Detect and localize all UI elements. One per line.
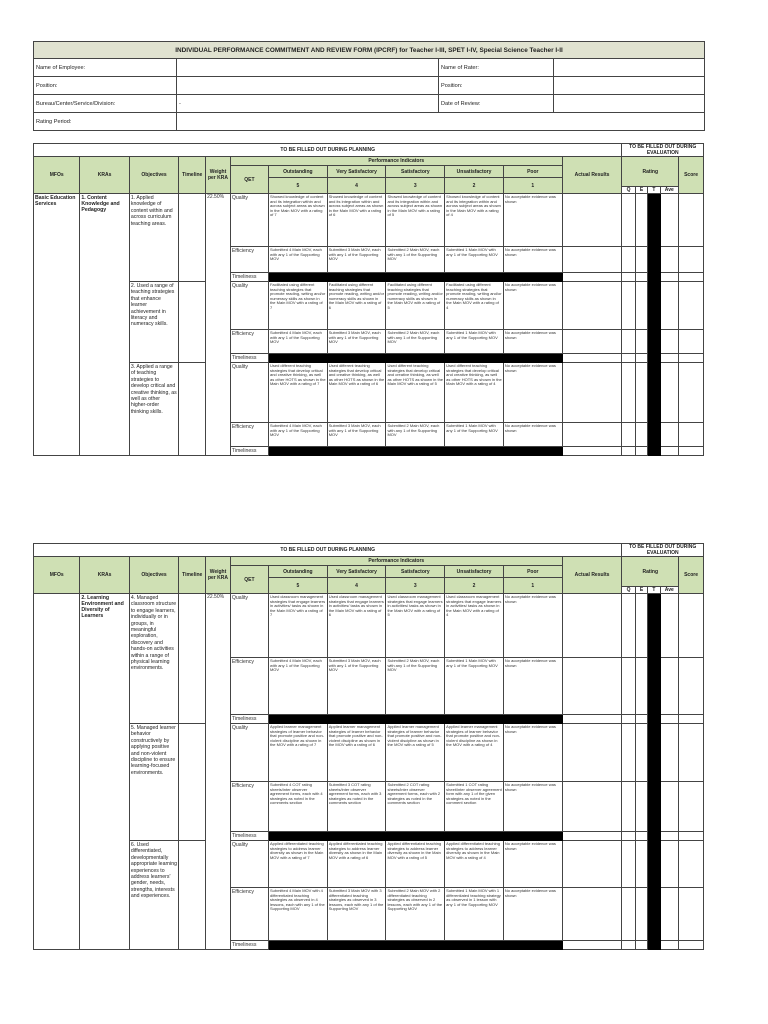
actual-results-cell[interactable] — [562, 724, 622, 782]
rating-e-cell[interactable] — [635, 247, 647, 273]
quality-indicator-2: Showed knowledge of content and its integration within and across subject areas as shown in the Main MOV with a rating of 4 — [445, 194, 504, 247]
timeliness-indicators-blank — [268, 447, 562, 456]
efficiency-indicator-5: Submitted 4 Main MOV, each with any 1 of the Supporting MOV — [268, 423, 327, 447]
score-header: Score — [679, 557, 704, 594]
rating-q-cell[interactable] — [622, 715, 635, 724]
score-cell[interactable] — [679, 423, 704, 447]
rating-ave-cell[interactable] — [660, 194, 679, 247]
rating-e-cell[interactable] — [635, 273, 647, 282]
score-cell[interactable] — [679, 282, 704, 330]
rating-e-cell[interactable] — [635, 354, 647, 363]
quality-indicator-2: Used classroom management strategies that engage learners in activities/ tasks as shown in the Main MOV with a rating of 4 — [445, 594, 504, 658]
actual-results-cell[interactable] — [562, 273, 622, 282]
efficiency-indicator-1: No acceptable evidence was shown — [503, 247, 562, 273]
objective-2-quality-row — [34, 282, 704, 330]
objective-2-quality-row — [34, 724, 704, 782]
bureau-label: Bureau/Center/Service/Division: — [34, 95, 177, 113]
rating-q-cell[interactable] — [622, 841, 635, 888]
quality-indicator-1: No acceptable evidence was shown — [503, 841, 562, 888]
rater-name-field[interactable] — [554, 59, 705, 77]
actual-results-cell[interactable] — [562, 354, 622, 363]
mfos-header: MFOs — [34, 557, 80, 594]
quality-indicator-1: No acceptable evidence was shown — [503, 724, 562, 782]
rating-t-cell-blank — [648, 354, 660, 363]
quality-indicator-5: Applied differentiated teaching strategies to address learner diversity as shown in the Main MOV with a rating of 7 — [268, 841, 327, 888]
efficiency-indicator-4: Submitted 3 Main MOV, each with any 1 of the Supporting MOV — [327, 247, 386, 273]
quality-label: Quality — [230, 724, 268, 782]
actual-results-cell[interactable] — [562, 363, 622, 423]
efficiency-label: Efficiency — [230, 888, 268, 941]
rating-ave-header: Ave — [660, 587, 679, 594]
rating-ave-cell[interactable] — [660, 782, 679, 832]
score-cell[interactable] — [679, 363, 704, 423]
efficiency-indicator-1: No acceptable evidence was shown — [503, 888, 562, 941]
planning-header: TO BE FILLED OUT DURING PLANNING — [34, 144, 622, 157]
rating-e-cell[interactable] — [635, 363, 647, 423]
efficiency-indicator-2: Submitted 1 Main MOV with any 1 of the Supporting MOV — [445, 658, 504, 715]
quality-indicator-4: Showed knowledge of content and its integration within and across subject areas as shown in the Main MOV with a rating of 6 — [327, 194, 386, 247]
rating-e-cell[interactable] — [635, 330, 647, 354]
kras-header: KRAs — [80, 157, 129, 194]
rating-ave-cell[interactable] — [660, 841, 679, 888]
objectives-header: Objectives — [129, 157, 178, 194]
quality-label: Quality — [230, 363, 268, 423]
quality-indicator-4: Applied differentiated teaching strategies to address learner diversity as shown in the Main MOV with a rating of 6 — [327, 841, 386, 888]
actual-results-header: Actual Results — [562, 157, 622, 194]
rating-ave-cell[interactable] — [660, 423, 679, 447]
rating-ave-cell[interactable] — [660, 888, 679, 941]
actual-results-cell[interactable] — [562, 194, 622, 247]
objective-3-quality-row — [34, 841, 704, 888]
quality-indicator-3: Showed knowledge of content and its integration within and across subject areas as shown in the Main MOV with a rating of 5 — [386, 194, 445, 247]
rating-e-cell[interactable] — [635, 282, 647, 330]
timeline-header: Timeline — [179, 557, 206, 594]
rating-q-cell[interactable] — [622, 273, 635, 282]
efficiency-indicator-3: Submitted 2 Main MOV, each with any 1 of the Supporting MOV — [386, 423, 445, 447]
position-label: Position: — [34, 77, 177, 95]
rating-t-cell-blank — [648, 247, 660, 273]
efficiency-indicator-5: Submitted 4 Main MOV, each with any 1 of the Supporting MOV — [268, 658, 327, 715]
actual-results-cell[interactable] — [562, 594, 622, 658]
efficiency-indicator-5: Submitted 4 Main MOV with 4 differentiated teaching strategies as observed in 4 lessons, each with any 1 of the Supporting MOV — [268, 888, 327, 941]
score-cell[interactable] — [679, 724, 704, 782]
actual-results-cell[interactable] — [562, 658, 622, 715]
rating-t-cell-blank — [648, 888, 660, 941]
weight-header: Weight per KRA — [206, 557, 231, 594]
efficiency-label: Efficiency — [230, 330, 268, 354]
rating-t-header: T — [648, 587, 660, 594]
efficiency-indicator-5: Submitted 4 Main MOV, each with any 1 of the Supporting MOV — [268, 330, 327, 354]
indicator-scale-3: 3 — [386, 578, 445, 594]
date-review-field[interactable] — [554, 95, 705, 113]
position-field[interactable] — [177, 77, 439, 95]
quality-indicator-3: Used different teaching strategies that develop critical and creative thinking, as well as other HOTS as shown in the Main MOV with a rating of 5 — [386, 363, 445, 423]
qet-header: QET — [230, 166, 268, 194]
efficiency-indicator-1: No acceptable evidence was shown — [503, 658, 562, 715]
indicator-scale-2: 2 — [445, 178, 504, 194]
score-cell[interactable] — [679, 594, 704, 658]
rater-position-field[interactable] — [554, 77, 705, 95]
rating-e-cell[interactable] — [635, 194, 647, 247]
qet-header: QET — [230, 566, 268, 594]
quality-indicator-2: Facilitated using different teaching strategies that promote reading, writing and/or numeracy skills as shown in the Main MOV with a rating of 4 — [445, 282, 504, 330]
rating-ave-cell[interactable] — [660, 658, 679, 715]
quality-label: Quality — [230, 194, 268, 247]
quality-indicator-4: Used different teaching strategies that develop critical and creative thinking, as well as other HOTS as shown in the Main MOV with a rating of 6 — [327, 363, 386, 423]
rating-e-cell[interactable] — [635, 447, 647, 456]
timeline-cell[interactable] — [179, 841, 206, 950]
score-cell[interactable] — [679, 354, 704, 363]
weight-cell: 22.50% — [206, 594, 231, 950]
score-cell[interactable] — [679, 658, 704, 715]
efficiency-indicator-2: Submitted 1 Main MOV with any 1 of the Supporting MOV — [445, 330, 504, 354]
rating-e-cell[interactable] — [635, 594, 647, 658]
indicator-scale-2: 2 — [445, 578, 504, 594]
performance-section-1 — [33, 143, 704, 456]
score-header: Score — [679, 157, 704, 194]
timeliness-indicators-blank — [268, 941, 562, 950]
indicator-outstanding-header: Outstanding — [268, 166, 327, 178]
rating-period-label: Rating Period: — [34, 113, 177, 131]
rating-e-header: E — [635, 187, 647, 194]
timeliness-label: Timeliness — [230, 354, 268, 363]
efficiency-label: Efficiency — [230, 782, 268, 832]
efficiency-indicator-4: Submitted 3 Main MOV, each with any 1 of the Supporting MOV — [327, 423, 386, 447]
indicator-very-satisfactory-header: Very Satisfactory — [327, 166, 386, 178]
rating-t-cell-blank — [648, 594, 660, 658]
rating-e-cell[interactable] — [635, 782, 647, 832]
planning-header: TO BE FILLED OUT DURING PLANNING — [34, 544, 622, 557]
rating-t-header: T — [648, 187, 660, 194]
quality-indicator-2: Used different teaching strategies that develop critical and creative thinking, as well as other HOTS as shown in the Main MOV with a rating of 4 — [445, 363, 504, 423]
efficiency-label: Efficiency — [230, 423, 268, 447]
actual-results-cell[interactable] — [562, 247, 622, 273]
rating-q-header: Q — [622, 187, 635, 194]
objective-text: 4. Managed classroom structure to engage learners, individually or in groups, in meaningful exploration, discovery and hands-on activities within a range of physical learning environments. — [129, 594, 178, 724]
timeline-cell[interactable] — [179, 724, 206, 841]
ipcrf-header-form — [33, 41, 705, 131]
indicator-unsatisfactory-header: Unsatisfactory — [445, 566, 504, 578]
actual-results-cell[interactable] — [562, 330, 622, 354]
evaluation-header: TO BE FILLED OUT DURING EVALUATION — [622, 144, 704, 157]
rating-ave-cell[interactable] — [660, 282, 679, 330]
rating-q-cell[interactable] — [622, 724, 635, 782]
objective-text: 6. Used differentiated, developmentally appropriate learning experiences to address learners' gender, needs, strengths, interests and experiences. — [129, 841, 178, 950]
rating-q-header: Q — [622, 587, 635, 594]
rating-header: Rating — [622, 157, 679, 187]
rating-t-cell-blank — [648, 724, 660, 782]
quality-indicator-1: No acceptable evidence was shown — [503, 282, 562, 330]
rating-q-cell[interactable] — [622, 658, 635, 715]
rating-e-cell[interactable] — [635, 888, 647, 941]
score-cell[interactable] — [679, 194, 704, 247]
rating-ave-cell[interactable] — [660, 941, 679, 950]
bureau-field[interactable]: - — [177, 95, 439, 113]
rating-e-header: E — [635, 587, 647, 594]
score-cell[interactable] — [679, 841, 704, 888]
rating-t-cell-blank — [648, 782, 660, 832]
performance-indicators-header: Performance Indicators — [230, 157, 562, 166]
actual-results-cell[interactable] — [562, 282, 622, 330]
rating-ave-header: Ave — [660, 187, 679, 194]
indicator-scale-4: 4 — [327, 178, 386, 194]
indicator-outstanding-header: Outstanding — [268, 566, 327, 578]
timeline-cell[interactable] — [179, 194, 206, 282]
quality-indicator-1: No acceptable evidence was shown — [503, 363, 562, 423]
rating-ave-cell[interactable] — [660, 447, 679, 456]
actual-results-cell[interactable] — [562, 941, 622, 950]
timeline-cell[interactable] — [179, 363, 206, 456]
rating-ave-cell[interactable] — [660, 273, 679, 282]
rating-ave-cell[interactable] — [660, 715, 679, 724]
quality-indicator-3: Used classroom management strategies that engage learners in activities/ tasks as shown in the Main MOV with a rating of 5 — [386, 594, 445, 658]
efficiency-indicator-1: No acceptable evidence was shown — [503, 330, 562, 354]
rating-q-cell[interactable] — [622, 330, 635, 354]
rater-position-label: Position: — [439, 77, 554, 95]
quality-label: Quality — [230, 594, 268, 658]
rating-e-cell[interactable] — [635, 423, 647, 447]
quality-label: Quality — [230, 282, 268, 330]
quality-indicator-3: Applied differentiated teaching strategies to address learner diversity as shown in the Main MOV with a rating of 5 — [386, 841, 445, 888]
rating-q-cell[interactable] — [622, 447, 635, 456]
efficiency-indicator-3: Submitted 2 Main MOV, each with any 1 of the Supporting MOV — [386, 658, 445, 715]
rating-e-cell[interactable] — [635, 715, 647, 724]
indicator-poor-header: Poor — [503, 166, 562, 178]
quality-indicator-5: Used different teaching strategies that develop critical and creative thinking, as well as other HOTS as shown in the Main MOV with a rating of 7 — [268, 363, 327, 423]
rating-t-cell-blank — [648, 330, 660, 354]
rating-q-cell[interactable] — [622, 363, 635, 423]
indicator-satisfactory-header: Satisfactory — [386, 166, 445, 178]
rating-e-cell[interactable] — [635, 832, 647, 841]
kra-cell: 2. Learning Environment and Diversity of Learners — [80, 594, 129, 950]
mfo-cell — [34, 594, 80, 950]
quality-indicator-5: Showed knowledge of content and its integration within and across subject areas as shown in the Main MOV with a rating of 7 — [268, 194, 327, 247]
actual-results-cell[interactable] — [562, 782, 622, 832]
quality-indicator-1: No acceptable evidence was shown — [503, 594, 562, 658]
indicator-poor-header: Poor — [503, 566, 562, 578]
evaluation-header: TO BE FILLED OUT DURING EVALUATION — [622, 544, 704, 557]
efficiency-indicator-4: Submitted 3 Main MOV with 3 differentiated teaching strategies as observed in 3 lessons, each with any 1 of the Supporting MOV — [327, 888, 386, 941]
quality-indicator-2: Applied differentiated teaching strategies to address learner diversity as shown in the Main MOV with a rating of 4 — [445, 841, 504, 888]
objective-text: 3. Applied a range of teaching strategies to develop critical and creative thinking, as well as other higher-order thinking skills. — [129, 363, 178, 456]
indicator-very-satisfactory-header: Very Satisfactory — [327, 566, 386, 578]
rating-q-cell[interactable] — [622, 782, 635, 832]
performance-indicators-header: Performance Indicators — [230, 557, 562, 566]
efficiency-indicator-3: Submitted 2 Main MOV with 2 differentiated teaching strategies as observed in 2 lessons, each with any 1 of the Supporting MOV — [386, 888, 445, 941]
rating-period-field[interactable] — [177, 113, 705, 131]
rating-ave-cell[interactable] — [660, 832, 679, 841]
efficiency-indicator-2: Submitted 1 Main MOV with any 1 of the Supporting MOV — [445, 247, 504, 273]
rating-ave-cell[interactable] — [660, 330, 679, 354]
rating-ave-cell[interactable] — [660, 594, 679, 658]
score-cell[interactable] — [679, 782, 704, 832]
rating-e-cell[interactable] — [635, 941, 647, 950]
rating-ave-cell[interactable] — [660, 354, 679, 363]
quality-label: Quality — [230, 841, 268, 888]
rating-ave-cell[interactable] — [660, 724, 679, 782]
efficiency-indicator-3: Submitted 2 Main MOV, each with any 1 of the Supporting MOV — [386, 330, 445, 354]
score-cell[interactable] — [679, 941, 704, 950]
quality-indicator-2: Applied learner management strategies of learner behavior that promote positive and non-violent discipline as shown in the MOV with a rating of 4 — [445, 724, 504, 782]
weight-cell: 22.50% — [206, 194, 231, 456]
score-cell[interactable] — [679, 832, 704, 841]
rating-t-cell-blank — [648, 832, 660, 841]
efficiency-indicator-3: Submitted 2 Main MOV, each with any 1 of the Supporting MOV — [386, 247, 445, 273]
timeliness-label: Timeliness — [230, 273, 268, 282]
timeline-cell[interactable] — [179, 594, 206, 724]
efficiency-indicator-4: Submitted 3 COT rating sheets/inter observer agreement forms, each with 3 strategies as noted in the comments section — [327, 782, 386, 832]
efficiency-indicator-5: Submitted 4 COT rating sheets/inter observer agreement forms, each with 4 strategies as noted in the comments section — [268, 782, 327, 832]
quality-indicator-4: Facilitated using different teaching strategies that promote reading, writing and/or numeracy skills as shown in the Main MOV with a rating of 6 — [327, 282, 386, 330]
timeliness-indicators-blank — [268, 715, 562, 724]
quality-indicator-3: Facilitated using different teaching strategies that promote reading, writing and/or numeracy skills as shown in the Main MOV with a rating of 5 — [386, 282, 445, 330]
indicator-scale-5: 5 — [268, 178, 327, 194]
objectives-header: Objectives — [129, 557, 178, 594]
score-cell[interactable] — [679, 273, 704, 282]
timeliness-indicators-blank — [268, 273, 562, 282]
actual-results-cell[interactable] — [562, 423, 622, 447]
employee-name-label: Name of Employee: — [34, 59, 177, 77]
actual-results-cell[interactable] — [562, 715, 622, 724]
rating-t-cell-blank — [648, 715, 660, 724]
actual-results-cell[interactable] — [562, 841, 622, 888]
rating-q-cell[interactable] — [622, 888, 635, 941]
efficiency-indicator-4: Submitted 3 Main MOV, each with any 1 of the Supporting MOV — [327, 658, 386, 715]
timeliness-label: Timeliness — [230, 715, 268, 724]
employee-name-field[interactable] — [177, 59, 439, 77]
rater-name-label: Name of Rater: — [439, 59, 554, 77]
score-cell[interactable] — [679, 888, 704, 941]
rating-t-cell-blank — [648, 194, 660, 247]
indicator-scale-5: 5 — [268, 578, 327, 594]
rating-e-cell[interactable] — [635, 724, 647, 782]
efficiency-indicator-2: Submitted 1 Main MOV with any 1 of the Supporting MOV — [445, 423, 504, 447]
weight-header: Weight per KRA — [206, 157, 231, 194]
quality-indicator-5: Applied learner management strategies of learner behavior that promote positive and non-violent discipline as shown in the MOV with a rating of 7 — [268, 724, 327, 782]
quality-indicator-4: Applied learner management strategies of learner behavior that promote positive and non-violent discipline as shown in the MOV with a rating of 6 — [327, 724, 386, 782]
actual-results-cell[interactable] — [562, 832, 622, 841]
rating-ave-cell[interactable] — [660, 247, 679, 273]
rating-q-cell[interactable] — [622, 282, 635, 330]
efficiency-indicator-2: Submitted 1 Main MOV with 1 differentiated teaching strategy as observed in 1 lesson with any 1 of the Supporting MOV — [445, 888, 504, 941]
indicator-scale-1: 1 — [503, 178, 562, 194]
objective-text: 2. Used a range of teaching strategies that enhance learner achievement in literacy and numeracy skills. — [129, 282, 178, 363]
objective-1-quality-row — [34, 194, 704, 247]
rating-t-cell-blank — [648, 282, 660, 330]
timeliness-indicators-blank — [268, 832, 562, 841]
score-cell[interactable] — [679, 447, 704, 456]
rating-q-cell[interactable] — [622, 594, 635, 658]
rating-q-cell[interactable] — [622, 194, 635, 247]
efficiency-label: Efficiency — [230, 247, 268, 273]
actual-results-header: Actual Results — [562, 557, 622, 594]
actual-results-cell[interactable] — [562, 447, 622, 456]
objective-1-quality-row — [34, 594, 704, 658]
rating-t-cell-blank — [648, 841, 660, 888]
rating-q-cell[interactable] — [622, 941, 635, 950]
timeline-cell[interactable] — [179, 282, 206, 363]
mfos-header: MFOs — [34, 157, 80, 194]
mfo-cell: Basic Education Services — [34, 194, 80, 456]
rating-t-cell-blank — [648, 423, 660, 447]
indicator-scale-4: 4 — [327, 578, 386, 594]
indicator-scale-1: 1 — [503, 578, 562, 594]
quality-indicator-1: No acceptable evidence was shown — [503, 194, 562, 247]
timeliness-indicators-blank — [268, 354, 562, 363]
efficiency-label: Efficiency — [230, 658, 268, 715]
quality-indicator-5: Used classroom management strategies that engage learners in activities/ tasks as shown in the Main MOV with a rating of 7 — [268, 594, 327, 658]
rating-header: Rating — [622, 557, 679, 587]
rating-t-cell-blank — [648, 363, 660, 423]
quality-indicator-3: Applied learner management strategies of learner behavior that promote positive and non-violent discipline as shown in the MOV with a rating of 5 — [386, 724, 445, 782]
efficiency-indicator-1: No acceptable evidence was shown — [503, 782, 562, 832]
rating-e-cell[interactable] — [635, 658, 647, 715]
timeline-header: Timeline — [179, 157, 206, 194]
actual-results-cell[interactable] — [562, 888, 622, 941]
efficiency-indicator-2: Submitted 1 COT rating sheet/inter observer agreement form with any 1 of the given strategies as noted in the comment section — [445, 782, 504, 832]
efficiency-indicator-1: No acceptable evidence was shown — [503, 423, 562, 447]
rating-ave-cell[interactable] — [660, 363, 679, 423]
indicator-satisfactory-header: Satisfactory — [386, 566, 445, 578]
timeliness-label: Timeliness — [230, 941, 268, 950]
rating-q-cell[interactable] — [622, 354, 635, 363]
indicator-unsatisfactory-header: Unsatisfactory — [445, 166, 504, 178]
form-title: INDIVIDUAL PERFORMANCE COMMITMENT AND REVIEW FORM (IPCRF) for Teacher I-III, SPET I-IV, Special Science Teacher I-II — [34, 42, 705, 59]
rating-q-cell[interactable] — [622, 423, 635, 447]
rating-t-cell-blank — [648, 273, 660, 282]
date-review-label: Date of Review: — [439, 95, 554, 113]
timeliness-label: Timeliness — [230, 447, 268, 456]
objective-text: 1. Applied knowledge of content within and across curriculum teaching areas. — [129, 194, 178, 282]
kras-header: KRAs — [80, 557, 129, 594]
score-cell[interactable] — [679, 715, 704, 724]
quality-indicator-5: Facilitated using different teaching strategies that promote reading, writing and/or numeracy skills as shown in the Main MOV with a rating of 7 — [268, 282, 327, 330]
objective-3-quality-row — [34, 363, 704, 423]
timeliness-label: Timeliness — [230, 832, 268, 841]
score-cell[interactable] — [679, 330, 704, 354]
quality-indicator-4: Used classroom management strategies that engage learners in activities/ tasks as shown in the Main MOV with a rating of 6 — [327, 594, 386, 658]
efficiency-indicator-4: Submitted 3 Main MOV, each with any 1 of the Supporting MOV — [327, 330, 386, 354]
rating-e-cell[interactable] — [635, 841, 647, 888]
indicator-scale-3: 3 — [386, 178, 445, 194]
rating-t-cell-blank — [648, 658, 660, 715]
performance-section-2 — [33, 543, 704, 950]
efficiency-indicator-3: Submitted 2 COT rating sheets/inter observer agreement forms, each with 2 strategies as noted in the comments section — [386, 782, 445, 832]
efficiency-indicator-5: Submitted 4 Main MOV, each with any 1 of the Supporting MOV — [268, 247, 327, 273]
rating-t-cell-blank — [648, 941, 660, 950]
score-cell[interactable] — [679, 247, 704, 273]
rating-q-cell[interactable] — [622, 832, 635, 841]
rating-q-cell[interactable] — [622, 247, 635, 273]
objective-text: 5. Managed learner behavior constructively by applying positive and non-violent discipline to ensure learning-focused environments. — [129, 724, 178, 841]
rating-t-cell-blank — [648, 447, 660, 456]
kra-cell: 1. Content Knowledge and Pedagogy — [80, 194, 129, 456]
